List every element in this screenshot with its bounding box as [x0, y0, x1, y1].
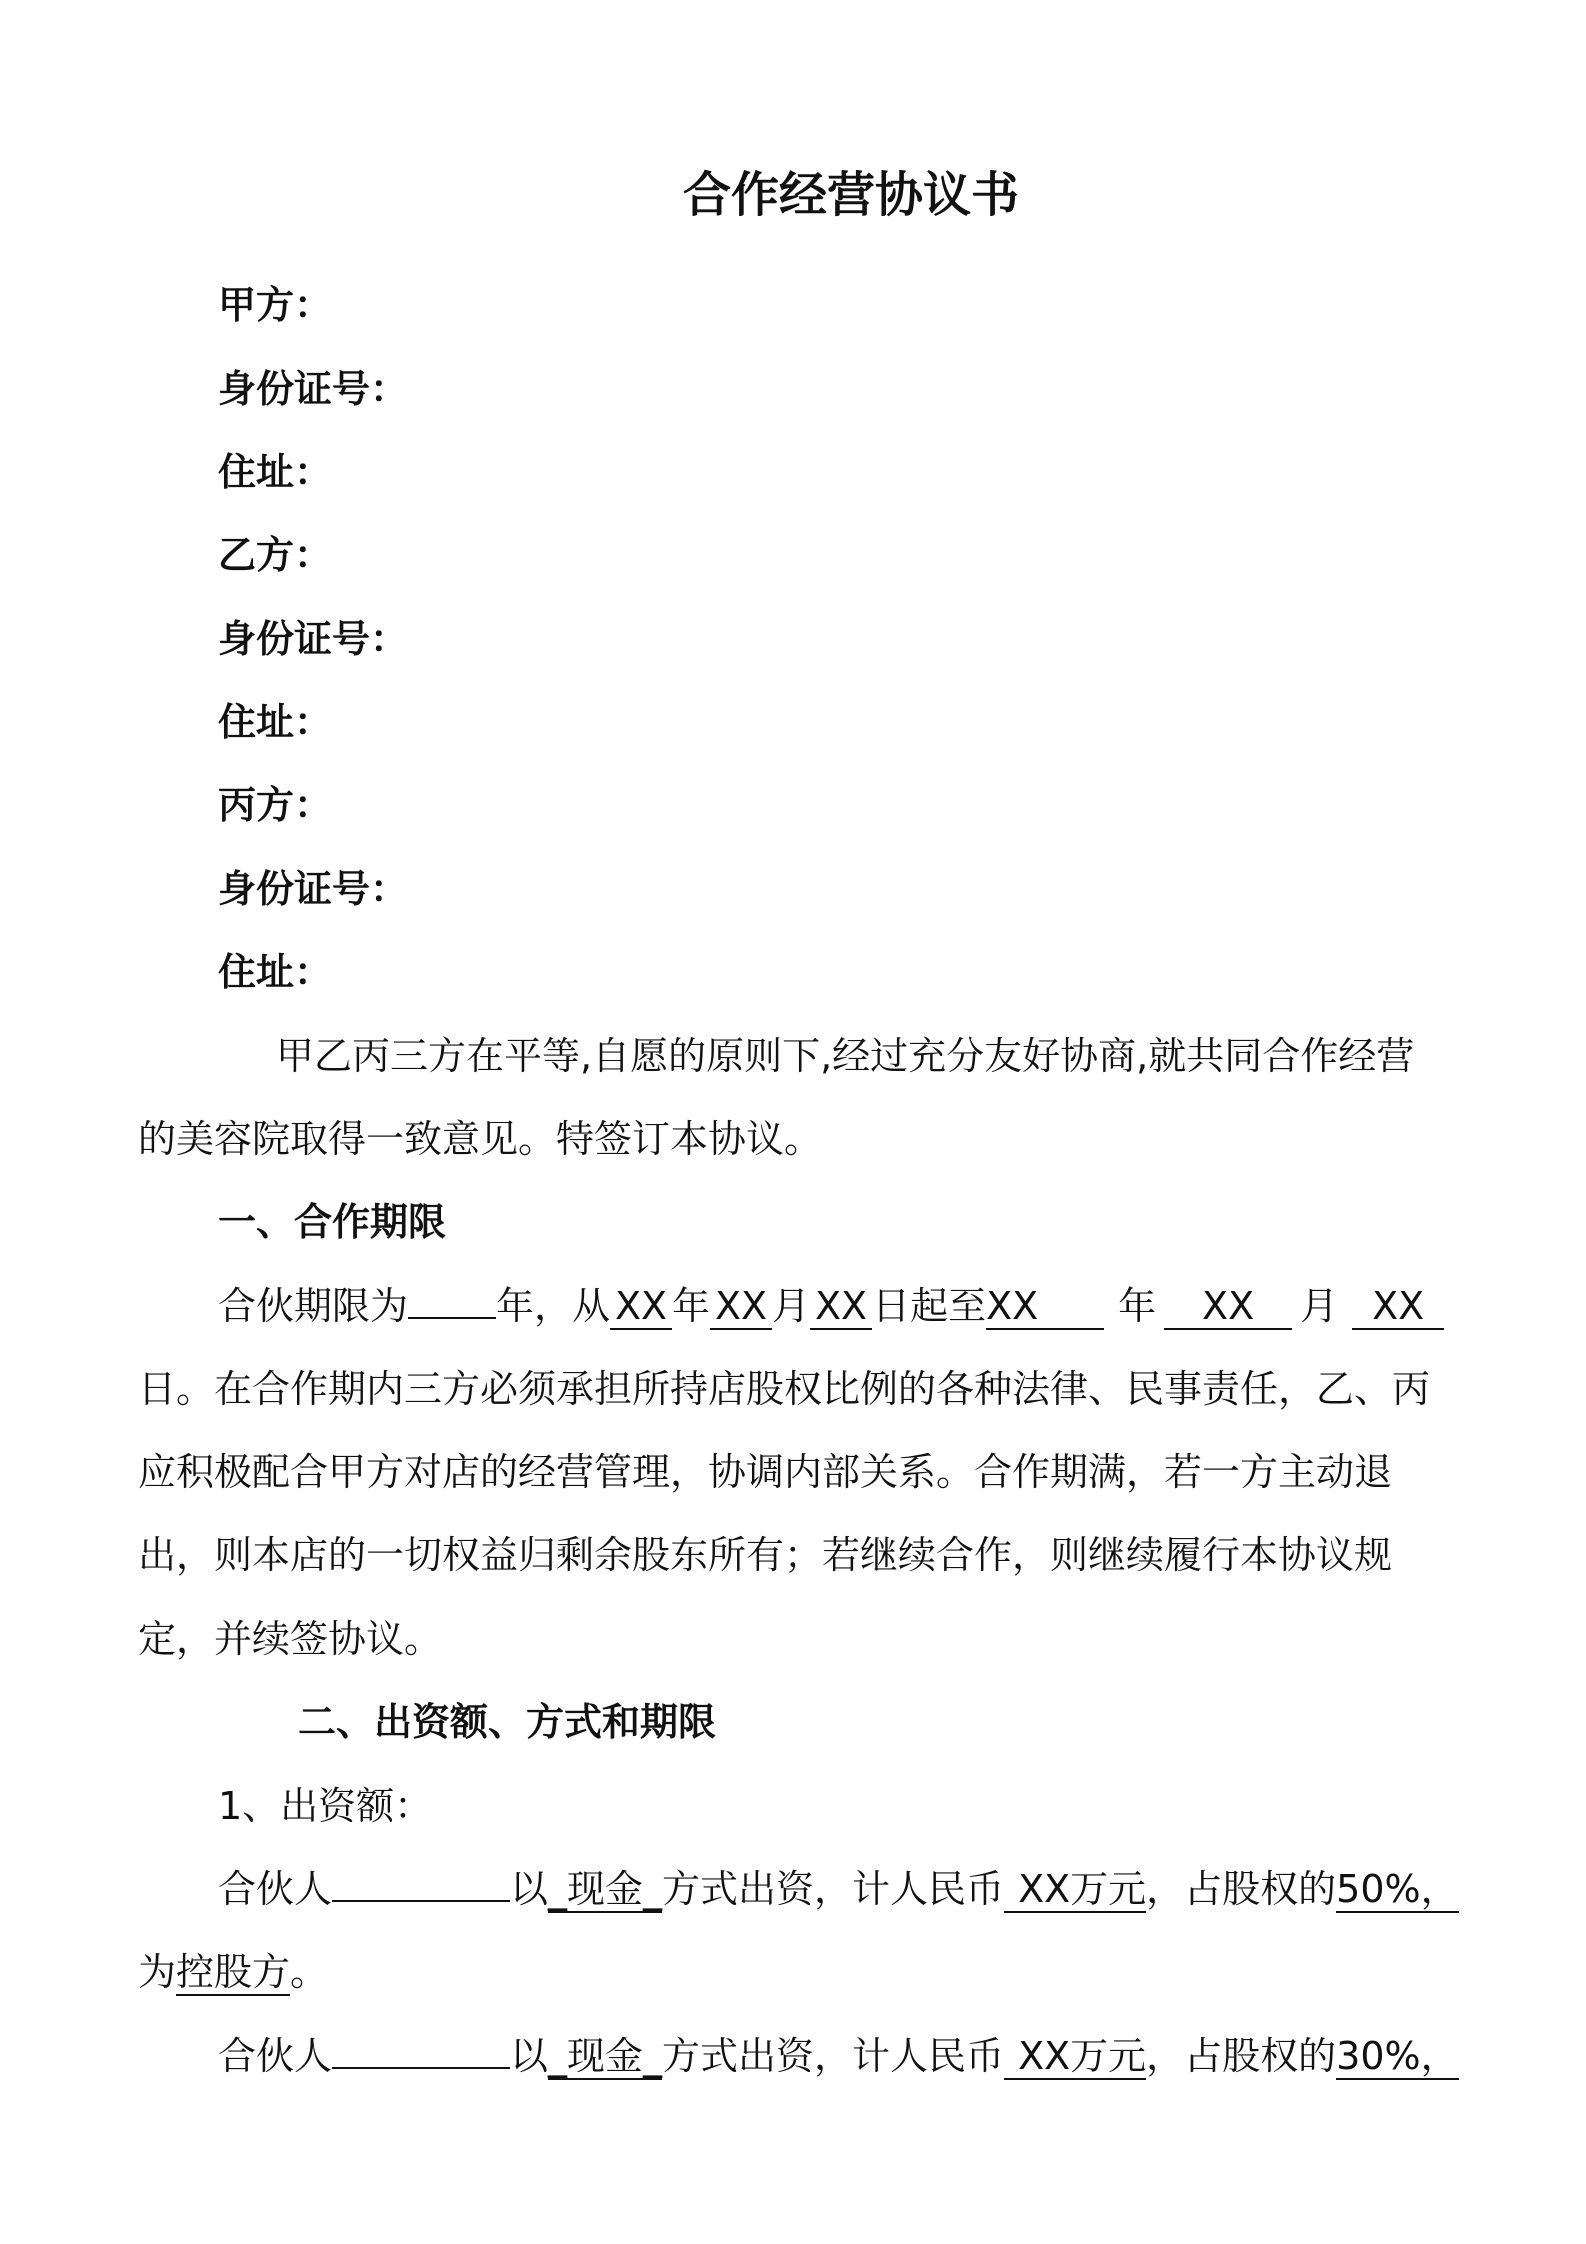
partner1-amount: XX万元	[1004, 1867, 1146, 1913]
term-line-5: 定，并续签协议。	[138, 1617, 443, 1661]
partner1-method: _现金_	[548, 1867, 663, 1911]
end-year-unit: 年	[1118, 1284, 1157, 1328]
party-c-id-label: 身份证号：	[218, 867, 409, 911]
partner2-line-1	[218, 2031, 1459, 2081]
section2-heading: 二、出资额、方式和期限	[298, 1700, 717, 1744]
partner2-share-text: ，占股权的	[1146, 2034, 1337, 2078]
start-month: XX	[710, 1284, 772, 1330]
party-c-address-label: 住址：	[218, 950, 333, 994]
party-b-id-label: 身份证号：	[218, 617, 409, 661]
document-title: 合作经营协议书	[683, 167, 1020, 223]
contribution-subheading: 1、出资额：	[218, 1784, 433, 1828]
partner2-yi: 以	[510, 2034, 549, 2078]
partner1-prefix: 合伙人	[218, 1867, 333, 1911]
start-day: XX	[810, 1284, 872, 1330]
partner2-method: _现金_	[548, 2034, 663, 2078]
partner1-name-blank	[332, 1900, 510, 1902]
term-years-blank	[408, 1317, 496, 1319]
term-prefix: 合伙期限为	[218, 1284, 409, 1328]
partner1-role: 控股方	[176, 1950, 291, 1994]
partner1-line-1	[218, 1864, 1459, 1914]
section1-heading: 一、合作期限	[218, 1200, 447, 1244]
party-b-label: 乙方：	[218, 533, 333, 577]
partner1-line2-suffix: 。	[290, 1950, 329, 1994]
partner1-line2-prefix: 为	[138, 1950, 177, 1994]
party-a-id-label: 身份证号：	[218, 367, 409, 411]
partner1-share: 50%，	[1336, 1867, 1459, 1911]
partner1-yi: 以	[510, 1867, 549, 1911]
intro-line-1: 甲乙丙三方在平等,自愿的原则下,经过充分友好协商,就共同合作经营	[276, 1034, 1415, 1078]
party-a-label: 甲方：	[218, 283, 333, 327]
intro-line-2: 的美容院取得一致意见。特签订本协议。	[138, 1117, 823, 1161]
partner1-line-2	[138, 1947, 328, 1997]
party-a-address-label: 住址：	[218, 450, 333, 494]
term-line-1	[218, 1281, 1444, 1331]
term-year-word: 年，从	[496, 1284, 611, 1328]
start-day-unit: 日起至	[872, 1284, 987, 1328]
start-year: XX	[610, 1284, 672, 1330]
party-b-address-label: 住址：	[218, 700, 333, 744]
partner2-name-blank	[332, 2067, 510, 2069]
partner1-share-text: ，占股权的	[1146, 1867, 1337, 1911]
partner2-mid: 方式出资，计人民币	[662, 2034, 1005, 2078]
party-c-label: 丙方：	[218, 783, 333, 827]
term-line-3: 应积极配合甲方对店的经营管理，协调内部关系。合作期满，若一方主动退	[138, 1450, 1393, 1494]
partner1-mid: 方式出资，计人民币	[662, 1867, 1005, 1911]
start-year-unit: 年	[672, 1284, 711, 1328]
partner2-prefix: 合伙人	[218, 2034, 333, 2078]
end-day: XX	[1352, 1284, 1444, 1330]
end-month: XX	[1164, 1284, 1292, 1330]
end-month-unit: 月	[1300, 1284, 1339, 1328]
partner2-share: 30%，	[1336, 2034, 1459, 2078]
partner2-amount: XX万元	[1004, 2034, 1146, 2080]
end-year: XX	[986, 1284, 1104, 1330]
term-line-4: 出，则本店的一切权益归剩余股东所有；若继续合作，则继续履行本协议规	[138, 1533, 1393, 1577]
term-line-2: 日。在合作期内三方必须承担所持店股权比例的各种法律、民事责任，乙、丙	[138, 1367, 1431, 1411]
start-month-unit: 月	[772, 1284, 811, 1328]
